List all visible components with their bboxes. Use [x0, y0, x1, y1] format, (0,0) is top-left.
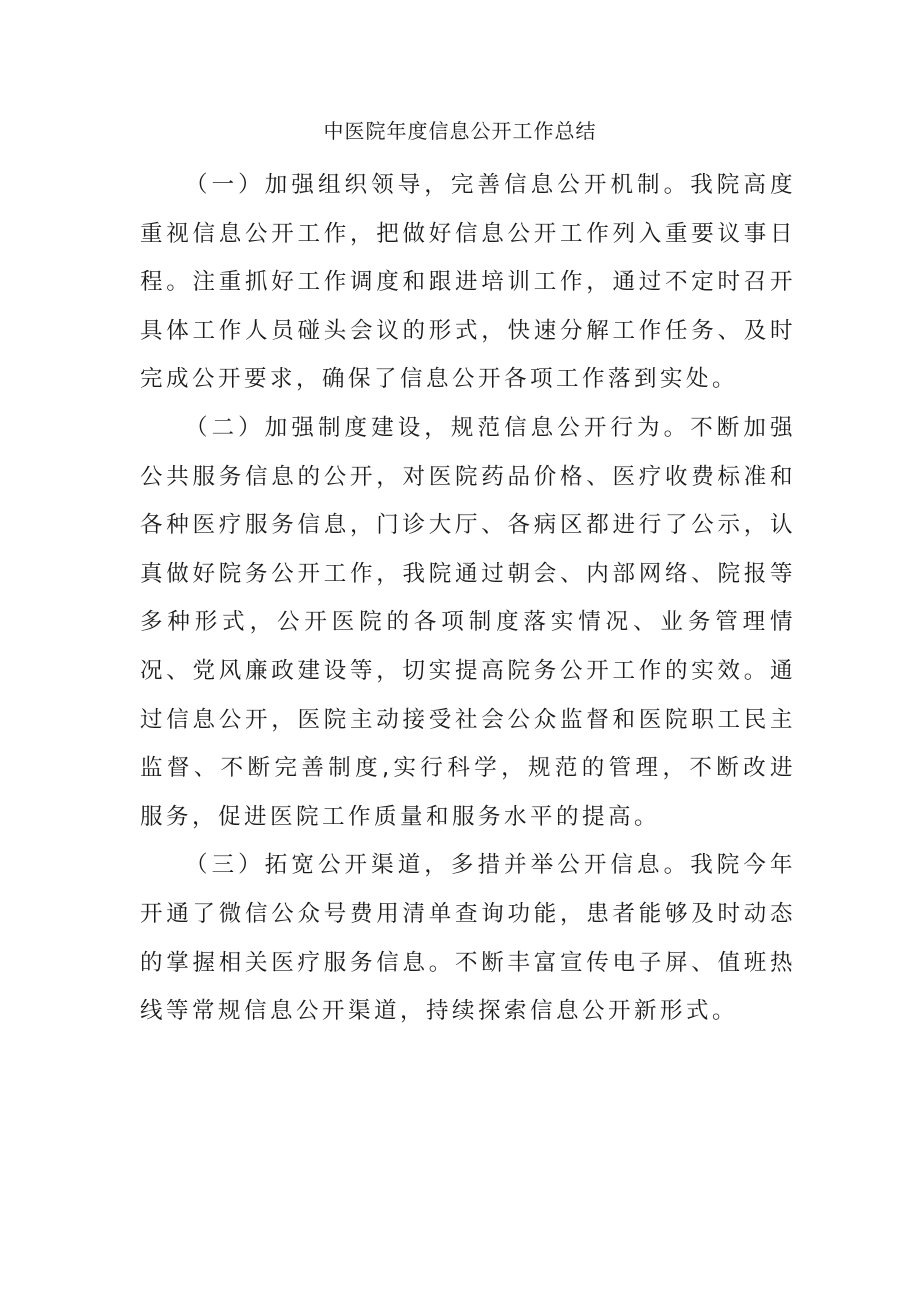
document-title: 中医院年度信息公开工作总结: [323, 119, 597, 143]
paragraph-3: （三）拓宽公开渠道，多措并举公开信息。我院今年开通了微信公众号费用清单查询功能，患者能够及时动态的掌握相关医疗服务信息。不断丰富宣传电子屏、值班热线等常规信息公开渠道，持续探索信息公开新形式。: [140, 852, 796, 1025]
document-body: [140, 161, 796, 1036]
paragraph-2: （二）加强制度建设，规范信息公开行为。不断加强公共服务信息的公开，对医院药品价格、医疗收费标准和各种医疗服务信息，门诊大厅、各病区都进行了公示，认真做好院务公开工作，我院通过朝会、内部网络、院报等多种形式，公开医院的各项制度落实情况、业务管理情况、党风廉政建设等，切实提高院务公开工作的实效。通过信息公开，医院主动接受社会公众监督和医院职工民主监督、不断完善制度,实行科学，规范的管理，不断改进服务，促进医院工作质量和服务水平的提高。: [140, 414, 796, 830]
paragraph-1: （一）加强组织领导，完善信息公开机制。我院高度重视信息公开工作，把做好信息公开工作列入重要议事日程。注重抓好工作调度和跟进培训工作，通过不定时召开具体工作人员碰头会议的形式，快速分解工作任务、及时完成公开要求，确保了信息公开各项工作落到实处。: [140, 172, 796, 393]
